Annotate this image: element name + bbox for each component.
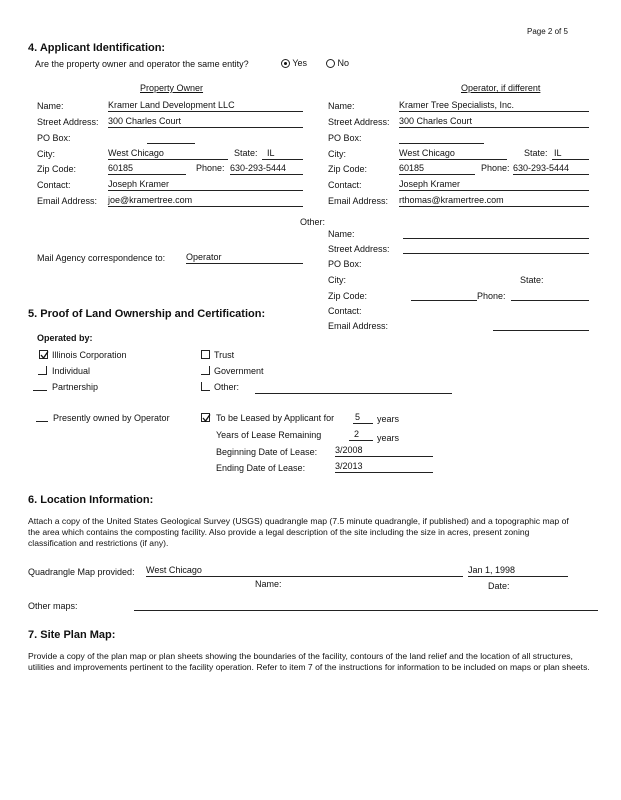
operator-pobox-field[interactable] bbox=[399, 132, 484, 144]
other-zip-label: Zip Code: bbox=[328, 291, 368, 301]
operator-state-field[interactable]: IL bbox=[552, 148, 589, 160]
owner-name-field[interactable]: Kramer Land Development LLC bbox=[108, 100, 303, 112]
owner-phone-field[interactable]: 630-293-5444 bbox=[230, 163, 303, 175]
operator-city-field[interactable]: West Chicago bbox=[399, 148, 507, 160]
section-5-title: 5. Proof of Land Ownership and Certification: bbox=[28, 308, 266, 320]
operated-by-label: Operated by: bbox=[37, 333, 93, 343]
name-caption: Name: bbox=[255, 579, 282, 589]
operator-phone-field[interactable]: 630-293-5444 bbox=[513, 163, 589, 175]
illinois-corporation-label: Illinois Corporation bbox=[52, 350, 127, 360]
owner-state-label: State: bbox=[234, 148, 258, 158]
quad-map-name-field[interactable]: West Chicago bbox=[146, 565, 463, 577]
operator-street-label: Street Address: bbox=[328, 117, 390, 127]
other-street-label: Street Address: bbox=[328, 244, 390, 254]
individual-checkbox[interactable] bbox=[38, 366, 47, 375]
operator-zip-label: Zip Code: bbox=[328, 164, 368, 174]
operator-state-label: State: bbox=[524, 148, 548, 158]
owner-city-field[interactable]: West Chicago bbox=[108, 148, 228, 160]
other-contact-label: Contact: bbox=[328, 306, 362, 316]
operator-header: Operator, if different bbox=[461, 83, 541, 93]
lease-remaining-label: Years of Lease Remaining bbox=[216, 430, 322, 440]
owner-zip-field[interactable]: 60185 bbox=[108, 163, 186, 175]
date-caption: Date: bbox=[488, 581, 510, 591]
owner-email-label: Email Address: bbox=[37, 196, 98, 206]
owner-city-label: City: bbox=[37, 149, 55, 159]
operator-contact-field[interactable]: Joseph Kramer bbox=[399, 179, 589, 191]
other-email-label: Email Address: bbox=[328, 321, 389, 331]
other-name-label: Name: bbox=[328, 229, 355, 239]
operator-zip-field[interactable]: 60185 bbox=[399, 163, 475, 175]
owner-pobox-label: PO Box: bbox=[37, 133, 71, 143]
other-maps-label: Other maps: bbox=[28, 601, 78, 611]
other-email-field[interactable] bbox=[493, 319, 589, 331]
section-6-title: 6. Location Information: bbox=[28, 494, 154, 506]
owner-phone-label: Phone: bbox=[196, 163, 225, 173]
no-radio-icon[interactable] bbox=[326, 59, 335, 68]
other-street-field[interactable] bbox=[403, 242, 589, 254]
owner-street-field[interactable]: 300 Charles Court bbox=[108, 116, 303, 128]
other-zip-field[interactable] bbox=[411, 289, 477, 301]
owner-pobox-field[interactable] bbox=[147, 132, 195, 144]
page-number: Page 2 of 5 bbox=[527, 27, 568, 36]
lease-years-field[interactable]: 5 bbox=[353, 412, 373, 424]
operator-phone-label: Phone: bbox=[481, 163, 510, 173]
owner-email-field[interactable]: joe@kramertree.com bbox=[108, 195, 303, 207]
partnership-checkbox[interactable] bbox=[33, 382, 47, 391]
location-instructions: Attach a copy of the United States Geological Survey (USGS) quadrangle map (7.5 minute quadrangle, if published) and a topographic map of the area which contains the composting facility. Also provide a legal description of the site including the size in acres, present zoning classification and restrictions (if any). bbox=[28, 516, 569, 548]
other-pobox-label: PO Box: bbox=[328, 259, 362, 269]
owner-contact-label: Contact: bbox=[37, 180, 71, 190]
government-checkbox[interactable] bbox=[201, 366, 210, 375]
operator-city-label: City: bbox=[328, 149, 346, 159]
other-maps-field[interactable] bbox=[134, 599, 598, 611]
section-7-title: 7. Site Plan Map: bbox=[28, 629, 116, 641]
same-entity-yes[interactable]: Yes bbox=[281, 58, 307, 68]
other-label: Other: bbox=[300, 217, 326, 227]
other-org-label: Other: bbox=[214, 382, 240, 392]
other-phone-label: Phone: bbox=[477, 291, 506, 301]
trust-checkbox[interactable] bbox=[201, 350, 210, 359]
mail-agency-label: Mail Agency correspondence to: bbox=[37, 253, 166, 263]
operator-name-label: Name: bbox=[328, 101, 355, 111]
illinois-corporation-checkbox[interactable] bbox=[39, 350, 48, 359]
owner-header: Property Owner bbox=[140, 83, 204, 93]
lease-remaining-field[interactable]: 2 bbox=[349, 429, 373, 441]
lease-years-unit: years bbox=[377, 414, 400, 424]
quad-map-label: Quadrangle Map provided: bbox=[28, 567, 135, 577]
owner-street-label: Street Address: bbox=[37, 117, 99, 127]
operator-contact-label: Contact: bbox=[328, 180, 362, 190]
other-org-field[interactable] bbox=[255, 382, 452, 394]
other-city-label: City: bbox=[328, 275, 346, 285]
other-org-checkbox[interactable] bbox=[201, 382, 210, 391]
to-be-leased-label: To be Leased by Applicant for bbox=[216, 413, 335, 423]
yes-radio-icon[interactable] bbox=[281, 59, 290, 68]
same-entity-no[interactable]: No bbox=[326, 58, 349, 68]
to-be-leased-checkbox[interactable] bbox=[201, 413, 210, 422]
trust-label: Trust bbox=[214, 350, 235, 360]
same-entity-question: Are the property owner and operator the same entity? bbox=[35, 59, 249, 69]
mail-agency-field[interactable]: Operator bbox=[186, 252, 303, 264]
check-icon bbox=[40, 351, 49, 360]
site-plan-instructions: Provide a copy of the plan map or plan sheets showing the boundaries of the facility, contours of the land relief and the location of all structures, utilities and improvements pertinent to the facility operation. Refer to item 7 of the instructions for information to be included on maps or plan sheets. bbox=[28, 651, 590, 672]
operator-pobox-label: PO Box: bbox=[328, 133, 362, 143]
owner-name-label: Name: bbox=[37, 101, 64, 111]
owned-by-operator-label: Presently owned by Operator bbox=[53, 413, 170, 423]
operator-street-field[interactable]: 300 Charles Court bbox=[399, 116, 589, 128]
section-4-title: 4. Applicant Identification: bbox=[28, 42, 166, 54]
lease-remaining-unit: years bbox=[377, 433, 400, 443]
other-phone-field[interactable] bbox=[511, 289, 589, 301]
owner-zip-label: Zip Code: bbox=[37, 164, 77, 174]
check-icon bbox=[202, 414, 211, 423]
lease-end-label: Ending Date of Lease: bbox=[216, 463, 306, 473]
quad-map-date-field[interactable]: Jan 1, 1998 bbox=[468, 565, 568, 577]
operator-name-field[interactable]: Kramer Tree Specialists, Inc. bbox=[399, 100, 589, 112]
owned-by-operator-checkbox[interactable] bbox=[36, 413, 48, 422]
operator-email-label: Email Address: bbox=[328, 196, 389, 206]
government-label: Government bbox=[214, 366, 264, 376]
partnership-label: Partnership bbox=[52, 382, 99, 392]
lease-end-field[interactable]: 3/2013 bbox=[335, 461, 433, 473]
owner-state-field[interactable]: IL bbox=[262, 148, 303, 160]
operator-email-field[interactable]: rthomas@kramertree.com bbox=[399, 195, 589, 207]
other-name-field[interactable] bbox=[403, 227, 589, 239]
lease-begin-label: Beginning Date of Lease: bbox=[216, 447, 318, 457]
lease-begin-field[interactable]: 3/2008 bbox=[335, 445, 433, 457]
owner-contact-field[interactable]: Joseph Kramer bbox=[108, 179, 303, 191]
individual-label: Individual bbox=[52, 366, 91, 376]
other-state-label: State: bbox=[520, 275, 544, 285]
